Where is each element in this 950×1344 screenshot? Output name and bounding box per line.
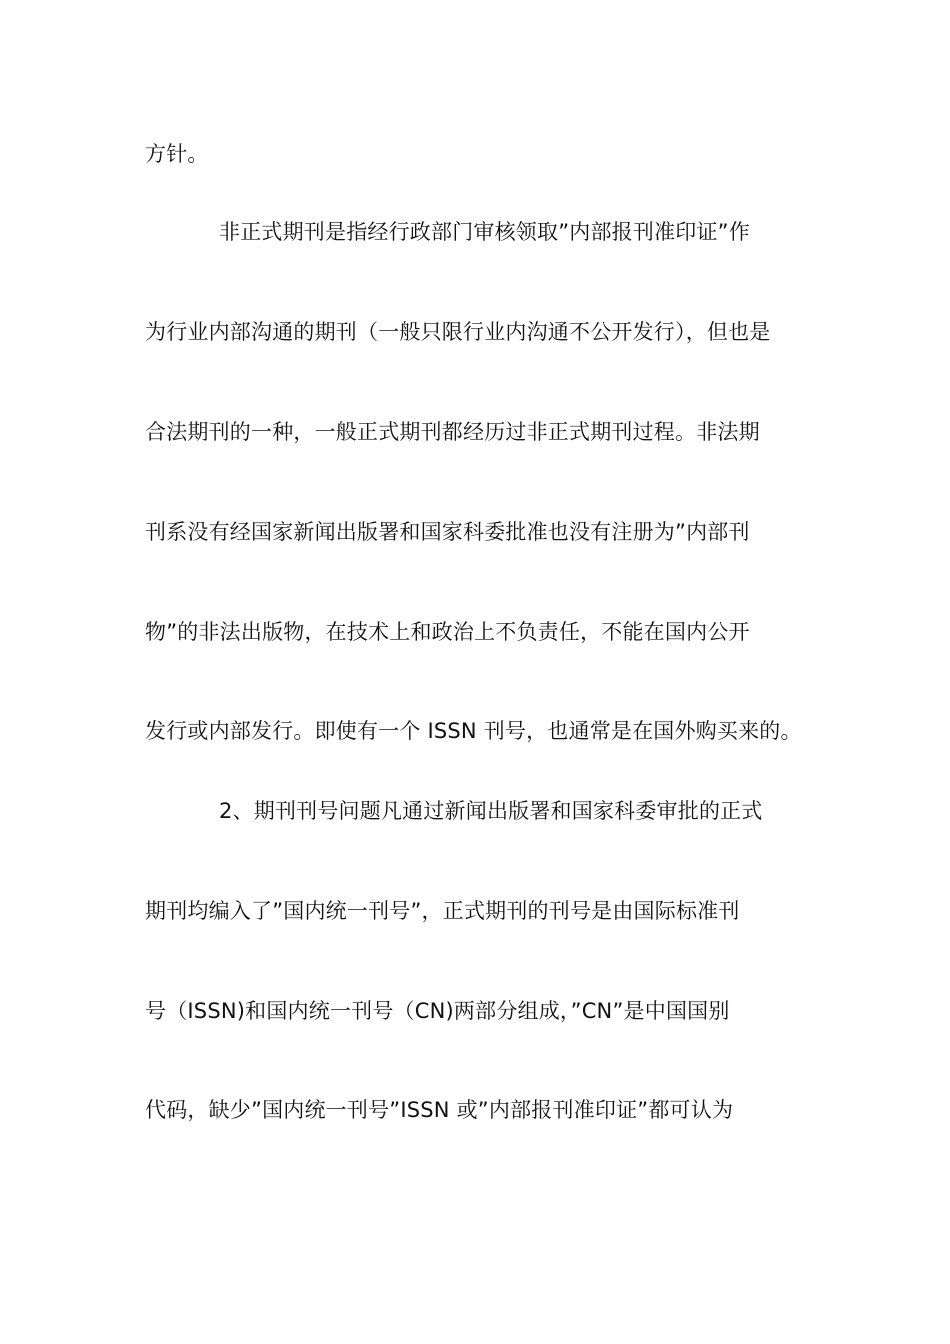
paragraph-1-line-3: 合法期刊的一种，一般正式期刊都经历过非正式期刊过程。非法期 (145, 420, 760, 444)
paragraph-2-line-2: 期刊均编入了”国内统一刊号”，正式期刊的刊号是由国际标准刊 (145, 899, 740, 923)
paragraph-1-line-1: 非正式期刊是指经行政部门审核领取”内部报刊准印证”作 (219, 220, 750, 244)
paragraph-1-line-5: 物”的非法出版物，在技术上和政治上不负责任，不能在国内公开 (145, 620, 750, 644)
paragraph-2-line-3: 号（ISSN)和国内统一刊号（CN)两部分组成，”CN”是中国国别 (145, 999, 730, 1023)
text-line-1: 方针。 (145, 142, 209, 166)
paragraph-2-line-1: 2、期刊刊号问题凡通过新闻出版署和国家科委审批的正式 (219, 799, 763, 823)
paragraph-1-line-6: 发行或内部发行。即使有一个 ISSN 刊号，也通常是在国外购买来的。 (145, 719, 802, 743)
paragraph-2-line-4: 代码，缺少”国内统一刊号”ISSN 或”内部报刊准印证”都可认为 (145, 1098, 734, 1122)
paragraph-1-line-4: 刊系没有经国家新闻出版署和国家科委批准也没有注册为”内部刊 (145, 520, 750, 544)
paragraph-1-line-2: 为行业内部沟通的期刊（一般只限行业内沟通不公开发行），但也是 (145, 320, 771, 344)
